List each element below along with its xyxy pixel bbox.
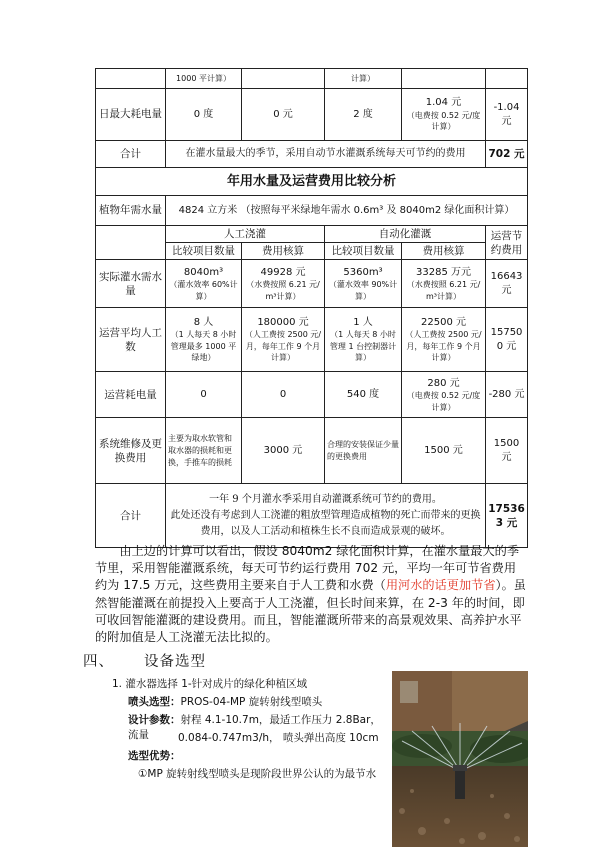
summary-paragraph: 由上边的计算可以看出，假设 8040m2 绿化面积计算，在灌水量最大的季节里，采用智能灌溉系统，每天可节约运行费用 702 元，平均一年可节省费用约为 17.5 万元，这些费用主要来自于人工费和水费（用河水的话更加节省）。虽然智能灌溉在前提投入上要高于人工浇灌，但长时间来算，在 2-3 年的时间，即可收回智能灌溉的建设费用。而且，智能灌溉所带来的高景观效果、高养护水平的附加值是人工浇灌无法比拟的。 [95, 544, 526, 645]
row-label-labor: 运营平均人工数 [96, 308, 166, 372]
row-label-daily-power: 日最大耗电量 [96, 89, 166, 141]
cell-labor-saving: 157500 元 [486, 308, 528, 372]
header-saving: 运营节约费用 [486, 226, 528, 260]
nozzle-line: 喷头选型：PROS-04-MP 旋转射线型喷头 [128, 696, 323, 708]
design-line: 设计参数：射程 4.1-10.7m，最适工作压力 2.8Bar，流量 [128, 714, 381, 741]
cell-saving: -1.04 元 [486, 89, 528, 141]
power-table [95, 68, 528, 168]
cell-auto-labor-cost: 22500 元 （人工费按 2500 元/月，每年工作 9 个月计算） [402, 308, 486, 372]
cell-annual-total-value: 175363 元 [486, 484, 528, 548]
header-manual: 人工浇灌 [166, 226, 325, 243]
header-items: 比较项目数量 [166, 243, 242, 260]
header-cost-auto: 费用核算 [402, 243, 486, 260]
cell-manual-labor-cost: 180000 元 （人工费按 2500 元/月，每年工作 9 个月计算） [242, 308, 325, 372]
advantage-text: ①MP 旋转射线型喷头是现阶段世界公认的为最节水 [138, 768, 377, 780]
row-label-power: 运营耗电量 [96, 372, 166, 418]
cell-manual-power: 0 度 [166, 89, 242, 141]
annual-comparison-table [95, 167, 528, 548]
item-1: 1. 灌水器选择 1-针对成片的绿化种植区域 [112, 678, 308, 690]
cell-prev-note-1: 1000 平计算） [166, 69, 242, 89]
cell-power-saving: -280 元 [486, 372, 528, 418]
row-label-maintenance: 系统维修及更换费用 [96, 418, 166, 484]
section-number: 四、 [83, 654, 114, 670]
cell-auto-cost: 1.04 元 （电费按 0.52 元/度计算） [402, 89, 486, 141]
section-heading [83, 650, 206, 671]
cell-auto-water: 5360m³ （灌水效率 90%计算） [325, 260, 402, 308]
row-label-annual-total: 合计 [96, 484, 166, 548]
cell-annual-total-desc: 一年 9 个月灌水季采用自动灌溉系统可节约的费用。 此处还没有考虑到人工浇灌的粗放型管理造成植物的死亡而带来的更换费用，以及人工活动和植株生长不良而造成景观的破坏。 [166, 484, 486, 548]
header-auto: 自动化灌溉 [325, 226, 486, 243]
header-cost: 费用核算 [242, 243, 325, 260]
cell-auto-power-2: 540 度 [325, 372, 402, 418]
river-water-note: 用河水的话更加节省 [385, 578, 496, 593]
row-label-total: 合计 [96, 141, 166, 168]
cell-plant-water: 4824 立方米 （按照每平米绿地年需水 0.6m³ 及 8040m2 绿化面积计算） [166, 196, 528, 226]
cell-auto-water-cost: 33285 万元 （水费按照 6.21 元/m³计算） [402, 260, 486, 308]
advantage-label: 选型优势： [128, 750, 181, 762]
header-items-auto: 比较项目数量 [325, 243, 402, 260]
cell-auto-power: 2 度 [325, 89, 402, 141]
cell-maintenance-saving: 1500 元 [486, 418, 528, 484]
cell-manual-labor: 8 人 （1 人每天 8 小时管理最多 1000 平绿地） [166, 308, 242, 372]
section-title: 设备选型 [144, 654, 206, 670]
design-line-2: 0.084-0.747m3/h， 喷头弹出高度 10cm [178, 732, 379, 744]
cell-manual-cost: 0 元 [242, 89, 325, 141]
cell-manual-water-cost: 49928 元 （水费按照 6.21 元/m³计算） [242, 260, 325, 308]
row-label-water-need: 实际灌水需水量 [96, 260, 166, 308]
cell-auto-maintenance: 合理的安装保证少量的更换费用 [325, 418, 402, 484]
cell-auto-labor: 1 人 （1 人每天 8 小时管理 1 台控制器计算） [325, 308, 402, 372]
table-title: 年用水量及运营费用比较分析 [96, 168, 528, 196]
cell-auto-maintenance-cost: 1500 元 [402, 418, 486, 484]
cell-manual-water: 8040m³ （灌水效率 60%计算） [166, 260, 242, 308]
cell-manual-power-2: 0 [166, 372, 242, 418]
cell-auto-power-cost-2: 280 元 （电费按 0.52 元/度计算） [402, 372, 486, 418]
cell-prev-note-2: 计算） [325, 69, 402, 89]
cell-manual-power-cost-2: 0 [242, 372, 325, 418]
cell-manual-maintenance: 主要为取水软管和取水器的损耗和更换，手推车的损耗 [166, 418, 242, 484]
row-label-plant-water: 植物年需水量 [96, 196, 166, 226]
cell-water-saving: 16643 元 [486, 260, 528, 308]
cell-total-desc: 在灌水量最大的季节，采用自动节水灌溉系统每天可节约的费用 [166, 141, 486, 168]
cell-manual-maintenance-cost: 3000 元 [242, 418, 325, 484]
sprinkler-photo-icon [392, 671, 528, 847]
cell-total-value: 702 元 [486, 141, 528, 168]
